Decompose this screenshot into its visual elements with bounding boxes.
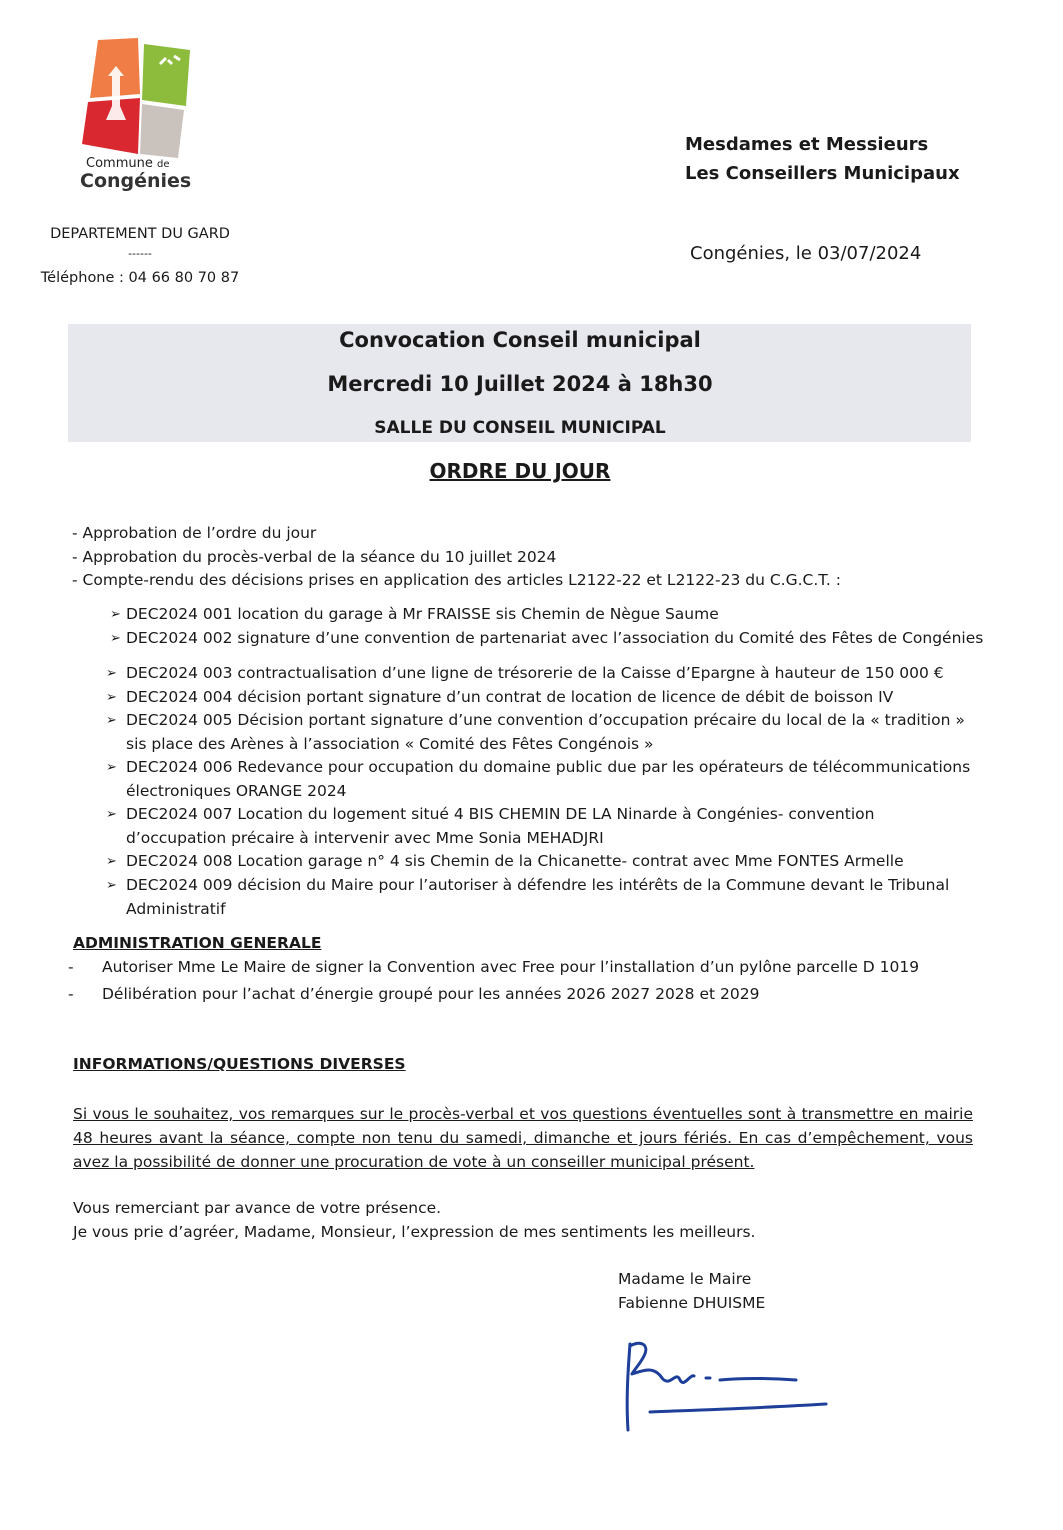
arrow-bullet-icon: ➢ <box>106 854 117 869</box>
decision-item: ➢ DEC2024 006 Redevance pour occupation du domaine public due par les opérateurs de télécommunications électroniques ORANGE 2024 <box>106 758 971 800</box>
department-label: DEPARTEMENT DU GARD <box>50 226 230 242</box>
meeting-location: SALLE DU CONSEIL MUNICIPAL <box>374 418 666 438</box>
header-separator: ------ <box>128 247 152 260</box>
closing <box>73 1196 755 1244</box>
arrow-bullet-icon: ➢ <box>106 690 117 705</box>
list-item: - Approbation de l’ordre du jour <box>72 524 317 542</box>
decision-item: ➢ DEC2024 008 Location garage n° 4 sis Chemin de la Chicanette- contrat avec Mme FONTES Armelle <box>106 850 976 874</box>
decision-item: ➢ DEC2024 004 décision portant signature d’un contrat de location de licence de débit de boisson IV <box>106 686 976 710</box>
list-item: - Approbation du procès-verbal de la séance du 10 juillet 2024 <box>72 547 557 566</box>
informations-text: Si vous le souhaitez, vos remarques sur le procès-verbal et vos questions éventuelles sont à transmettre en mairie 48 heures avant la séance, compte non tenu du samedi, dimanche et jours fériés. En cas d’empêchement, vous avez la possibilité de donner une procuration de vote à un conseiller municipal présent. <box>73 1105 973 1171</box>
closing-line-2: Je vous prie d’agréer, Madame, Monsieur, l’expression de mes sentiments les meilleurs. <box>73 1223 756 1241</box>
signatory-title: Madame le Maire <box>618 1270 752 1288</box>
meeting-datetime: Mercredi 10 Juillet 2024 à 18h30 <box>327 372 713 396</box>
convocation-title: Convocation Conseil municipal <box>339 328 701 352</box>
arrow-bullet-icon: ➢ <box>106 878 117 893</box>
decision-item: ➢ DEC2024 007 Location du logement situé 4 BIS CHEMIN DE LA Ninarde à Congénies- convention d’occupation précaire à intervenir avec Mme Sonia MEHADJRI <box>106 805 875 847</box>
closing-line-1: Vous remerciant par avance de votre présence. <box>73 1199 442 1217</box>
decision-item: ➢ DEC2024 009 décision du Maire pour l’autoriser à défendre les intérêts de la Commune devant le Tribunal Administratif <box>106 876 950 918</box>
agenda-title: ORDRE DU JOUR <box>429 459 611 483</box>
logo-text-congenies: Congénies <box>80 170 192 192</box>
administration-title: ADMINISTRATION GENERALE <box>73 934 322 952</box>
addressee-line-2: Les Conseillers Municipaux <box>685 163 960 184</box>
arrow-bullet-icon: ➢ <box>106 760 117 775</box>
handwritten-signature <box>610 1330 840 1440</box>
phone-number: Téléphone : 04 66 80 70 87 <box>40 270 240 286</box>
decision-item: ➢ DEC2024 001 location du garage à Mr FRAISSE sis Chemin de Nègue Saume <box>110 603 980 627</box>
document-date: Congénies, le 03/07/2024 <box>690 243 922 264</box>
informations-title: INFORMATIONS/QUESTIONS DIVERSES <box>73 1055 406 1073</box>
decision-item: ➢ DEC2024 003 contractualisation d’une ligne de trésorerie de la Caisse d’Epargne à hauteur de 150 000 € <box>106 662 976 686</box>
list-item: - Compte-rendu des décisions prises en application des articles L2122-22 et L2122-23 du C.G.C.T. : <box>72 571 841 589</box>
arrow-bullet-icon: ➢ <box>106 807 117 822</box>
arrow-bullet-icon: ➢ <box>110 631 121 646</box>
signatory-name: Fabienne DHUISME <box>618 1294 766 1312</box>
decision-item: ➢ DEC2024 002 signature d’une convention de partenariat avec l’association du Comité des Fêtes de Congénies <box>110 627 990 651</box>
arrow-bullet-icon: ➢ <box>106 713 117 728</box>
addressee-line-1: Mesdames et Messieurs <box>685 134 929 155</box>
arrow-bullet-icon: ➢ <box>110 607 121 622</box>
signatory <box>618 1267 765 1315</box>
agenda-intro-list <box>72 522 841 593</box>
decision-item: ➢ DEC2024 005 Décision portant signature d’une convention d’occupation précaire du local de la « tradition » sis place des Arènes à l’association « Comité des Fêtes Congénois » <box>106 711 965 753</box>
arrow-bullet-icon: ➢ <box>106 666 117 681</box>
addressee <box>685 130 960 188</box>
logo-text-commune: Commune de <box>86 156 170 171</box>
